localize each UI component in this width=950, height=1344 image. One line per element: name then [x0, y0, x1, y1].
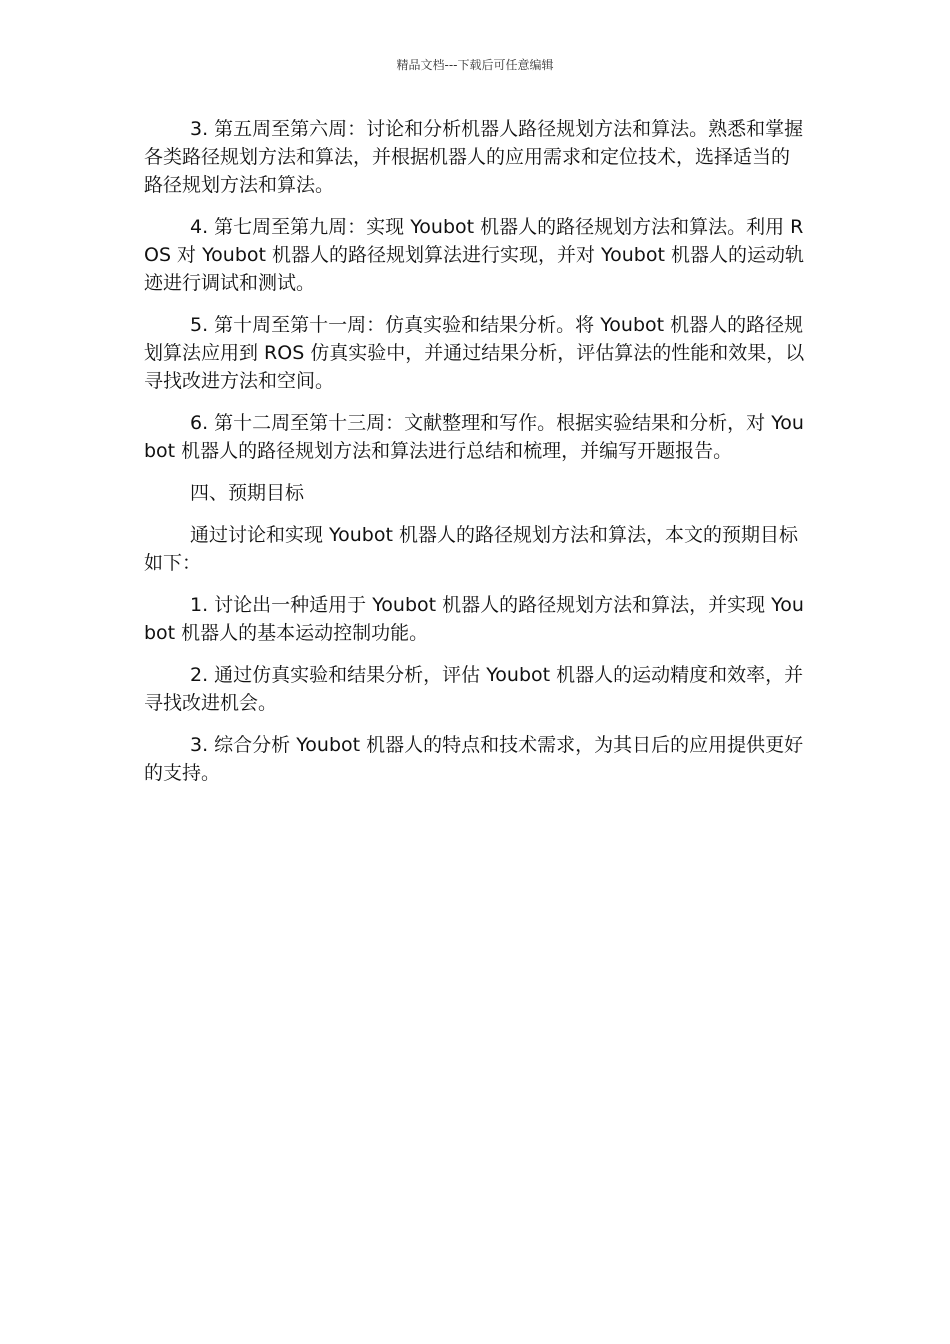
paragraph-goals-intro: 通过讨论和实现 Youbot 机器人的路径规划方法和算法，本文的预期目标如下：: [144, 524, 798, 574]
paragraph-schedule-week12-13: 6. 第十二周至第十三周：文献整理和写作。根据实验结果和分析，对 Youbot 机器人的路径规划方法和算法进行总结和梳理，并编写开题报告。: [144, 412, 804, 462]
paragraph-schedule-week10-11: 5. 第十周至第十一周：仿真实验和结果分析。将 Youbot 机器人的路径规划算法应用到 ROS 仿真实验中，并通过结果分析，评估算法的性能和效果，以寻找改进方法和空间。: [144, 314, 805, 392]
paragraph-goal-3: 3. 综合分析 Youbot 机器人的特点和技术需求，为其日后的应用提供更好的支持。: [144, 734, 804, 784]
document-body: [144, 115, 808, 801]
paragraph-schedule-week5-6: 3. 第五周至第六周：讨论和分析机器人路径规划方法和算法。熟悉和掌握各类路径规划方法和算法，并根据机器人的应用需求和定位技术，选择适当的路径规划方法和算法。: [144, 118, 804, 196]
paragraph-goal-1: 1. 讨论出一种适用于 Youbot 机器人的路径规划方法和算法，并实现 Youbot 机器人的基本运动控制功能。: [144, 594, 804, 644]
section-heading-expected-goals: 四、预期目标: [190, 482, 305, 504]
page-header: 精品文档---下载后可任意编辑: [396, 58, 554, 72]
paragraph-goal-2: 2. 通过仿真实验和结果分析，评估 Youbot 机器人的运动精度和效率，并寻找改进机会。: [144, 664, 804, 714]
paragraph-schedule-week7-9: 4. 第七周至第九周：实现 Youbot 机器人的路径规划方法和算法。利用 ROS 对 Youbot 机器人的路径规划算法进行实现，并对 Youbot 机器人的运动轨迹进行调试和测试。: [144, 216, 804, 294]
